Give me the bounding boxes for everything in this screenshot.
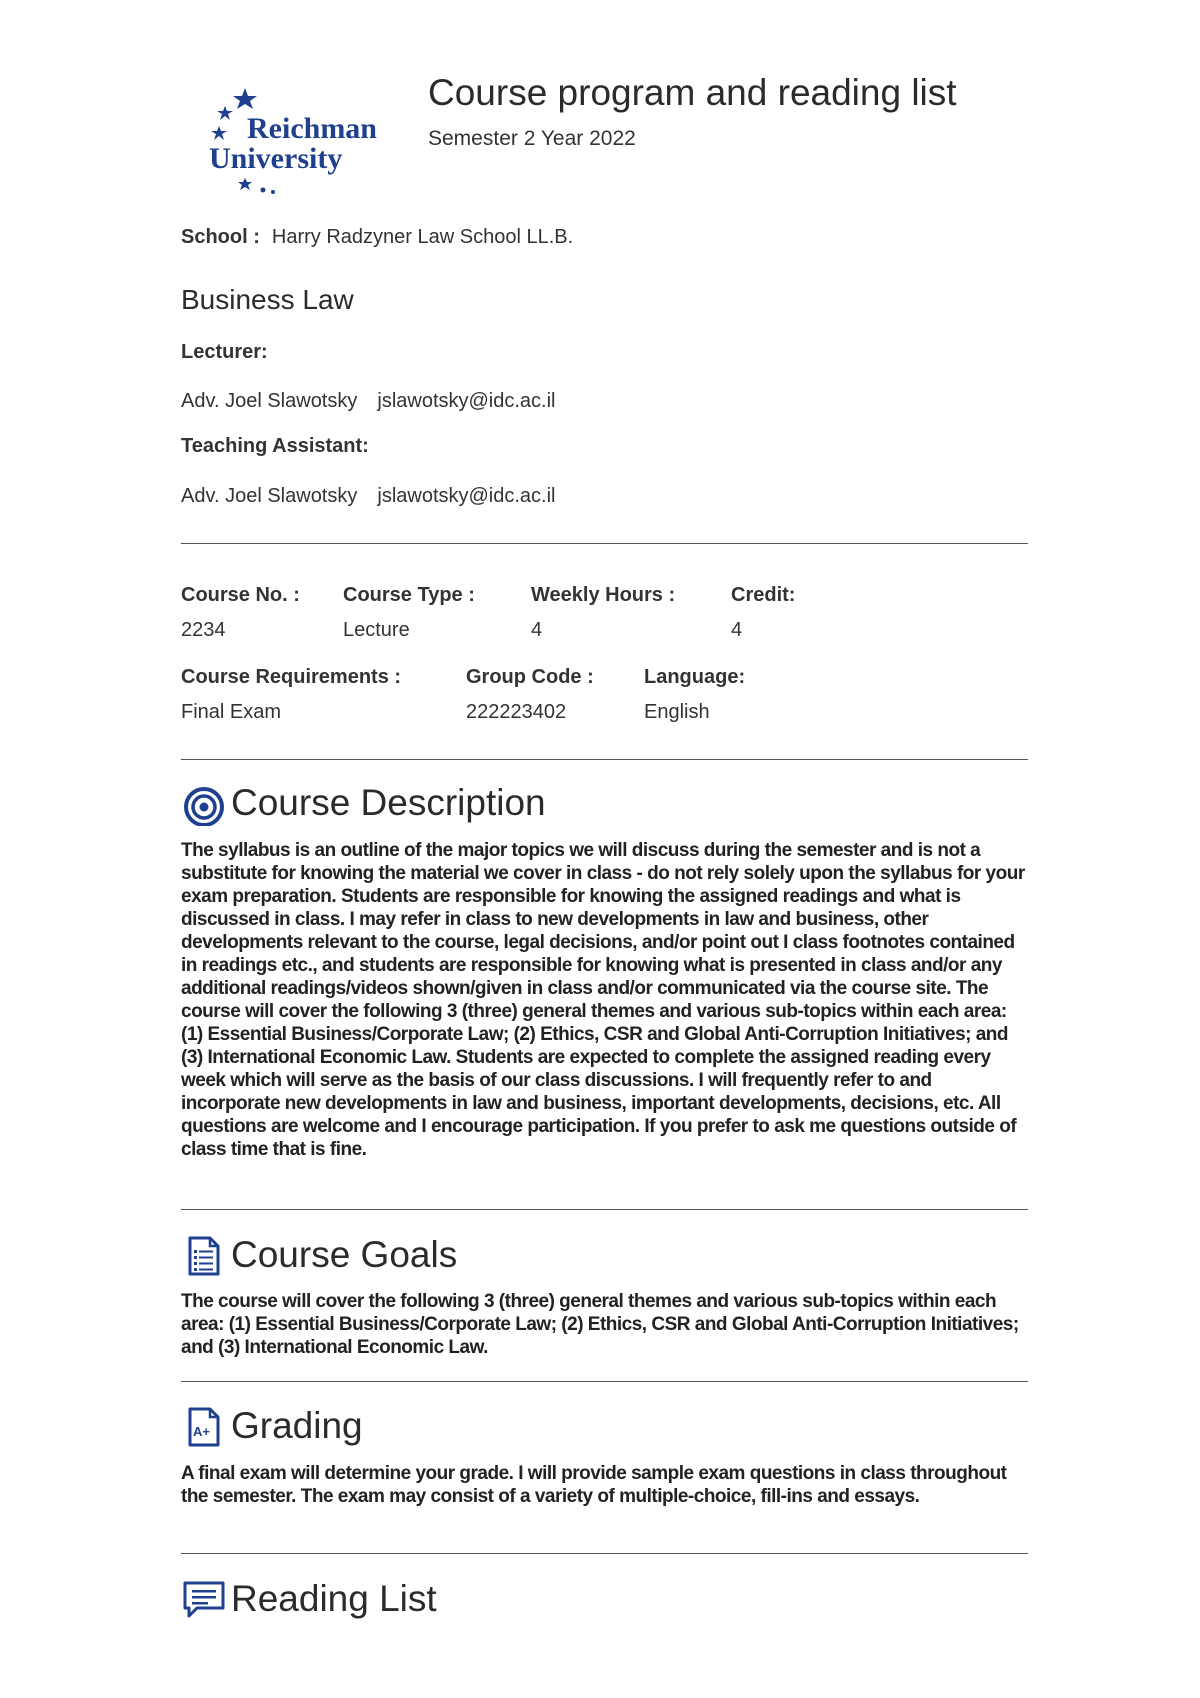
course-type-value: Lecture (343, 619, 410, 641)
grading-heading (181, 1403, 363, 1449)
credit-label: Credit: (731, 584, 796, 606)
teaching-assistant-label: Teaching Assistant: (181, 435, 369, 457)
reading-list-title: Reading List (231, 1578, 437, 1619)
weekly-hours-value: 4 (531, 619, 543, 641)
credit-value: 4 (731, 619, 743, 641)
document-list-icon (181, 1232, 227, 1278)
weekly-hours-label: Weekly Hours : (531, 584, 676, 606)
teaching-assistant-email[interactable]: jslawotsky@idc.ac.il (377, 485, 556, 507)
course-description-title: Course Description (231, 782, 546, 823)
divider (181, 1553, 1028, 1554)
grade-icon-text: A+ (193, 1424, 210, 1439)
reading-list-heading (181, 1576, 437, 1622)
teaching-assistant-row (181, 485, 556, 508)
grading-title: Grading (231, 1405, 363, 1446)
lecturer-email[interactable]: jslawotsky@idc.ac.il (377, 390, 556, 412)
course-goals-title: Course Goals (231, 1234, 458, 1275)
divider (181, 1209, 1028, 1210)
lecturer-name: Adv. Joel Slawotsky (181, 390, 358, 412)
reichman-university-logo (205, 86, 395, 198)
divider (181, 1381, 1028, 1382)
course-description-body: The syllabus is an outline of the major topics we will discuss during the semester and is not a substitute for knowing the material we cover in class - do not rely solely upon the syllabus for your exam preparation. Students are responsible for knowing the assigned readings and what is discussed in class. I may refer in class to new developments in law and business, other developments relevant to the course, legal decisions, and/or point out I class footnotes contained in readings etc., and students are responsible for knowing what is presented in class and/or any additional readings/videos shown/given in class and/or communicated via the course site. The course will cover the following 3 (three) general themes and various sub-topics within each area: (1) Essential Business/Corporate Law; (2) Ethics, CSR and Global Anti-Corruption Initiatives; and (3) International Economic Law. Students are expected to complete the assigned reading every week which will serve as the basis of our class discussions. I will frequently refer to and incorporate new developments in law and business, important developments, decisions, etc. All questions are welcome and I encourage participation. If you prefer to ask me questions outside of class time that is fine. (181, 840, 1025, 1160)
course-description-heading (181, 780, 546, 826)
target-icon (181, 780, 227, 826)
school-row (181, 226, 573, 249)
course-goals-heading (181, 1232, 457, 1278)
course-goals-body: The course will cover the following 3 (three) general themes and various sub-topics within each area: (1) Essential Business/Corporate Law; (2) Ethics, CSR and Global Anti-Corruption Initiatives; and (3) International Economic Law. (181, 1291, 1019, 1358)
school-value: Harry Radzyner Law School LL.B. (271, 226, 574, 248)
group-code-value: 222223402 (466, 701, 567, 723)
requirements-label: Course Requirements : (181, 666, 402, 688)
divider (181, 759, 1028, 760)
requirements-value: Final Exam (181, 701, 282, 723)
lecturer-label: Lecturer: (181, 341, 268, 363)
speech-bubble-icon (181, 1576, 227, 1622)
logo-text-university: University (209, 142, 343, 175)
group-code-label: Group Code : (466, 666, 594, 688)
course-no-value: 2234 (181, 619, 226, 641)
course-name: Business Law (181, 284, 354, 315)
teaching-assistant-name: Adv. Joel Slawotsky (181, 485, 358, 507)
school-label: School : (181, 226, 260, 248)
grading-body: A final exam will determine your grade. I will provide sample exam questions in class throughout the semester. The exam may consist of a variety of multiple-choice, fill-ins and essays. (181, 1463, 1007, 1507)
language-value: English (644, 701, 710, 723)
logo-text-reichman: Reichman (247, 112, 377, 145)
grade-a-plus-icon (181, 1403, 227, 1449)
semester-label: Semester 2 Year 2022 (428, 127, 636, 150)
language-label: Language: (644, 666, 746, 688)
course-no-label: Course No. : (181, 584, 300, 606)
course-type-label: Course Type : (343, 584, 475, 606)
divider (181, 543, 1028, 544)
document-title: Course program and reading list (428, 72, 957, 113)
lecturer-row (181, 390, 556, 413)
